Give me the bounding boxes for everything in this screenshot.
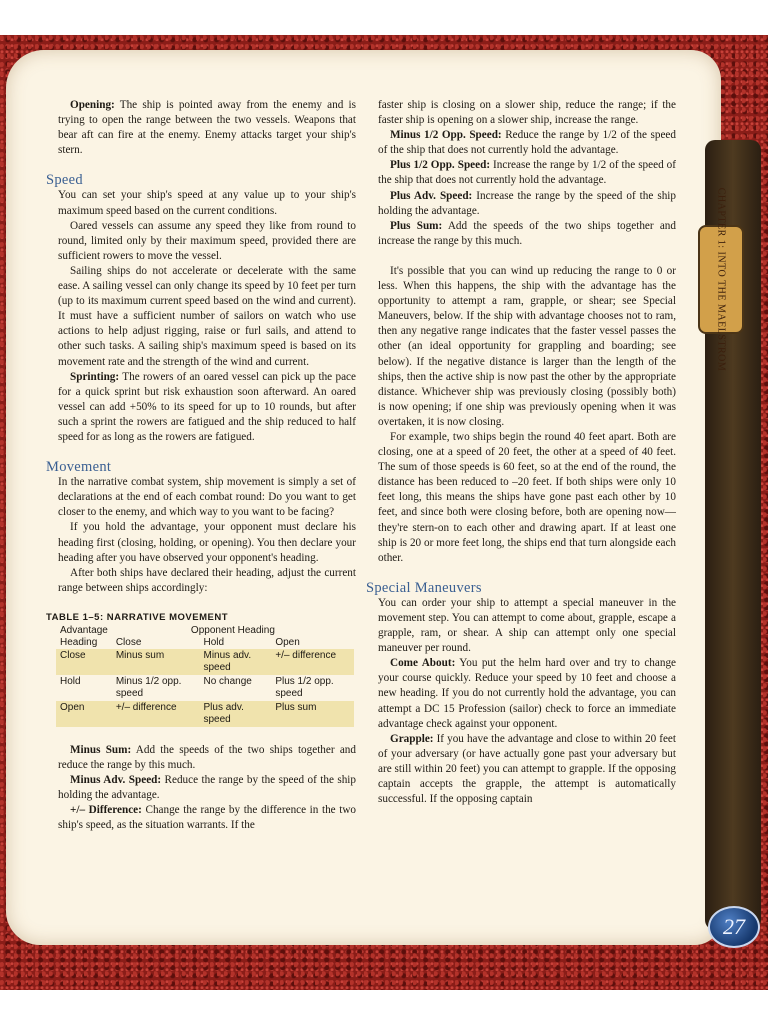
possible-paragraph: It's possible that you can wind up reducing the range to 0 or less. When this happens, the ship with the advantage has the opportunity to attempt a ram, grapple, or shear; see Special Maneuvers, below. If the ship with advantage chooses not to ram, then any negative range indicates that the faster vessel passes the other (an ideal opportunity for grappling and boarding; see below). If the negative distance is larger than the length of the ships, then the active ship is now past the other by the appropriate distance. Whichever ship was previously closing (possibly both) is now opening; if one ship was previously opening when it was overtaken, it is now closing.	[378, 264, 676, 428]
speed-heading: Speed	[46, 172, 83, 189]
table-cell: Close	[56, 649, 112, 675]
come-about-text: You put the helm hard over and try to change your course quickly. Reduce your speed by 10 feet and choose a new heading. If you do not currently hold the advantage, you can attempt a DC 15 Profession (sailor) check to force an immediate advantage check against your opponent.	[378, 657, 676, 730]
difference-lead: +/– Difference:	[70, 804, 142, 817]
table-header-row-1	[56, 625, 354, 637]
sprinting-lead: Sprinting:	[70, 370, 120, 383]
minus-sum-text: Add the speeds of the two ships together and reduce the range by this much.	[58, 744, 356, 772]
table-cell: Minus sum	[112, 649, 200, 675]
chapter-tab	[698, 187, 744, 372]
grapple-text: If you have the advantage and close to within 20 feet of your adversary (or have actually gone past your adversary but are still within 20 feet) you can attempt to grapple. If the opposing captain accepts the grapple, the attempt is automatically successful. If the opposing captain	[378, 732, 676, 806]
table-cell: +/– difference	[112, 701, 200, 727]
continued-paragraph: faster ship is closing on a slower ship, reduce the range; if the faster ship is opening on a slower ship, increase the range.	[378, 99, 676, 127]
minus-half-paragraph	[378, 128, 676, 158]
grapple-paragraph	[378, 732, 676, 807]
table-header-row-2	[56, 637, 354, 649]
narrative-movement-table	[56, 625, 354, 727]
special-maneuvers-heading: Special Maneuvers	[366, 579, 482, 596]
opening-lead: Opening:	[70, 99, 115, 111]
minus-half-text: Reduce the range by 1/2 of the speed of the ship that does not currently hold the advantage.	[378, 129, 676, 157]
opening-text: The ship is pointed away from the enemy and is trying to open the range between the two vessels. Weapons that bear aft can fire at the enemy. Enemy attacks target your ship's stern.	[58, 99, 356, 157]
speed-paragraph-2: Oared vessels can assume any speed they like from round to round, limited only by their maximum speed, provided there are sufficient rowers to move the vessel.	[58, 219, 356, 262]
minus-sum-lead: Minus Sum:	[70, 744, 132, 756]
grapple-lead: Grapple:	[390, 732, 434, 745]
plus-half-lead: Plus 1/2 Opp. Speed:	[390, 159, 491, 172]
special-paragraph-1: You can order your ship to attempt a special maneuver in the movement step. You can attempt to come about, grapple, escape a grapple, ram, or shear. A ship can attempt only one special maneuver per round.	[378, 596, 676, 655]
minus-adv-paragraph	[58, 773, 356, 803]
header-heading: Heading	[60, 637, 98, 648]
opening-paragraph	[58, 98, 356, 158]
movement-paragraph-2: If you hold the advantage, your opponent must declare his heading first (closing, holding, or opening). You then declare your heading after you have observed your opponent's heading.	[58, 521, 356, 564]
plus-half-text: Increase the range by 1/2 of the speed of the ship that does not currently hold the advantage.	[378, 159, 676, 187]
minus-sum-paragraph	[58, 743, 356, 773]
plus-adv-lead: Plus Adv. Speed:	[390, 189, 473, 202]
plus-sum-lead: Plus Sum:	[390, 219, 443, 232]
come-about-paragraph	[378, 656, 676, 731]
table-cell: Minus adv. speed	[199, 649, 271, 675]
table-cell: Hold	[60, 676, 81, 687]
page-number-badge	[708, 906, 760, 948]
speed-paragraph-3: Sailing ships do not accelerate or decelerate with the same ease. A sailing vessel can only change its speed by 10 feet per turn (up to its maximum current speed based on the wind and current). It must have a sufficient number of sailors on watch who use actions to help adjust rigging, raise or furl sails, and attend to other such tasks. A sailing ship's maximum speed is based on its movement rate and the strength of the wind and current.	[58, 264, 356, 368]
movement-paragraph-1: In the narrative combat system, ship movement is simply a set of declarations at the end of each combat round: Do you want to get closer to the enemy, and which way to you want to be facing?	[58, 476, 356, 519]
right-column	[366, 98, 676, 807]
table-cell: Minus 1/2 opp. speed	[115, 676, 182, 699]
table-cell: Open	[56, 701, 112, 727]
movement-paragraph-3: After both ships have declared their heading, adjust the current range between ships accordingly:	[58, 566, 356, 594]
come-about-lead: Come About:	[390, 657, 456, 670]
table-cell: +/– difference	[271, 649, 354, 675]
example-paragraph: For example, two ships begin the round 40 feet apart. Both are closing, one at a speed of 20 feet, the other at a speed of 40 feet. The sum of those speeds is 60 feet, so at the end of the round, the distance has been reduced to –20 feet. If both ships were only 10 feet long, this means the ships have gone past each other by 10 feet, and since both were closing before, both are opening now—they're stern-on to each other and drawing apart. If at least one ship is 20 or more feet long, the ships end that turn alongside each other.	[378, 430, 676, 564]
table-row	[56, 649, 354, 675]
plus-half-paragraph	[378, 158, 676, 188]
page-number: 27	[723, 914, 745, 939]
table-row	[56, 701, 354, 727]
chapter-tab-label: CHAPTER 1: INTO THE MAELSTROM	[715, 187, 727, 372]
header-opponent-heading: Opponent Heading	[190, 625, 275, 636]
sprinting-text: The rowers of an oared vessel can pick up the pace for a quick sprint but risk exhaustion soon afterward. An oared vessel can add +50% to its speed for up to 10 rounds, but after such a sprint the rowers are fatigued and the ship reduced to half speed for as long as the rowers are fatigued.	[58, 370, 356, 443]
difference-paragraph	[58, 803, 356, 833]
header-advantage: Advantage	[60, 625, 108, 636]
table-row	[56, 675, 354, 701]
table-cell: Plus 1/2 opp. speed	[275, 676, 334, 699]
left-column	[46, 98, 357, 834]
table-cell: Plus sum	[271, 701, 354, 727]
table-title: TABLE 1–5: NARRATIVE MOVEMENT	[46, 611, 228, 623]
minus-half-lead: Minus 1/2 Opp. Speed:	[390, 129, 502, 142]
speed-paragraph-1: You can set your ship's speed at any value up to your ship's maximum speed based on the current conditions.	[58, 189, 356, 217]
header-hold: Hold	[203, 637, 225, 648]
header-close: Close	[115, 637, 142, 648]
movement-heading: Movement	[46, 459, 112, 476]
sprinting-paragraph	[58, 370, 356, 445]
plus-adv-paragraph	[378, 189, 676, 219]
table-cell: Plus adv. speed	[199, 701, 271, 727]
plus-sum-paragraph	[378, 219, 676, 249]
minus-adv-lead: Minus Adv. Speed:	[70, 774, 162, 787]
minus-adv-text: Reduce the range by the speed of the ship holding the advantage.	[58, 774, 356, 802]
header-open: Open	[275, 637, 300, 648]
plus-adv-text: Increase the range by the speed of the ship holding the advantage.	[378, 189, 676, 217]
table-cell: No change	[203, 676, 252, 687]
plus-sum-text: Add the speeds of the two ships together and increase the range by this much.	[378, 219, 676, 247]
difference-text: Change the range by the difference in the two ship's speed, as the situation warrants. If the	[58, 804, 357, 832]
